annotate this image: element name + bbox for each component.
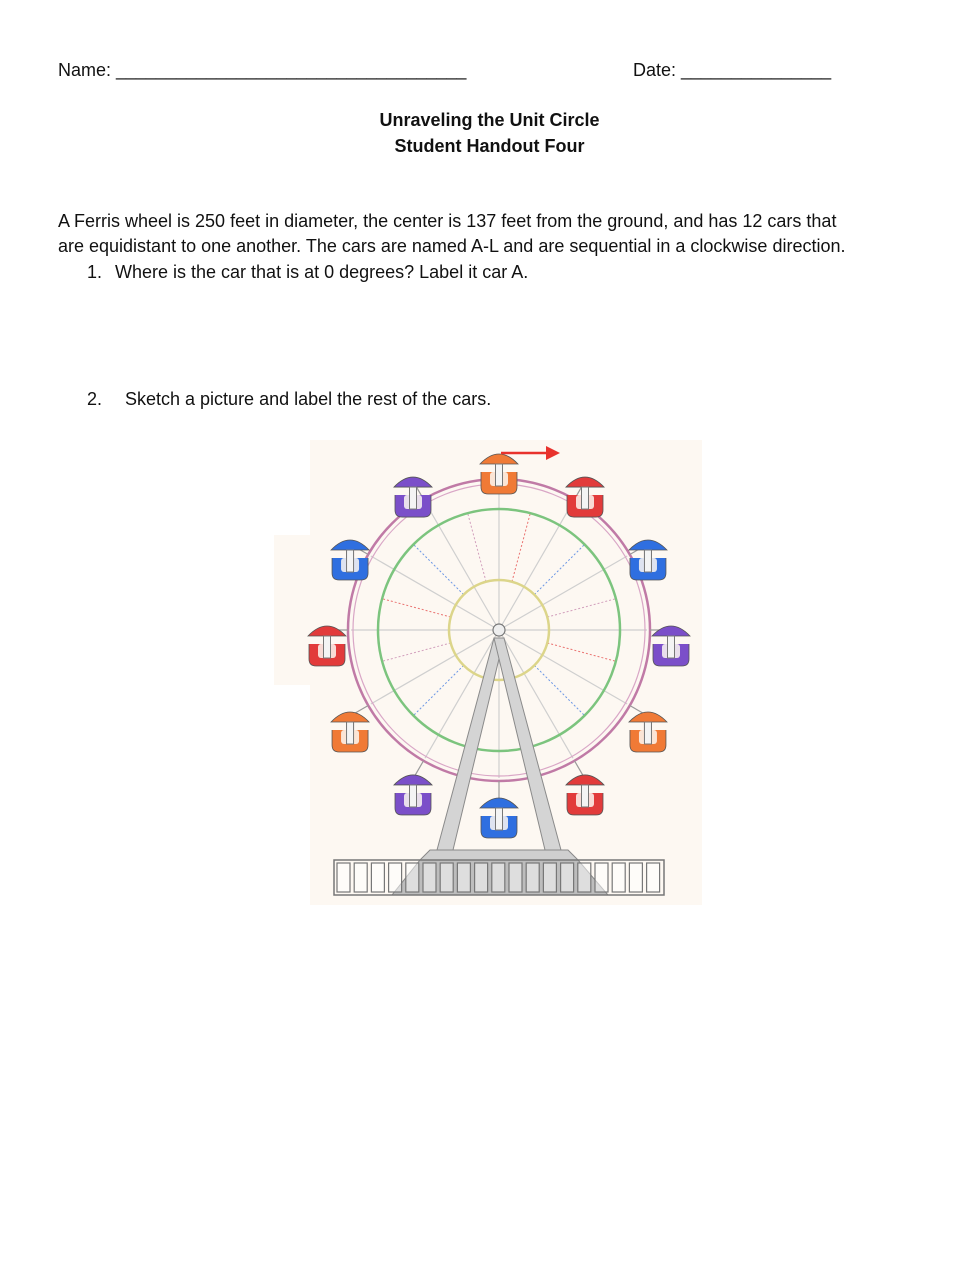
fence-post	[457, 863, 470, 892]
hub-axle	[493, 624, 505, 636]
fence-post	[389, 863, 402, 892]
name-field[interactable]: Name: ___________________________________	[58, 60, 467, 80]
question-1-text: Where is the car that is at 0 degrees? Label it car A.	[115, 262, 529, 282]
fence-post	[561, 863, 574, 892]
page-title: Unraveling the Unit Circle	[379, 110, 600, 130]
fence-post	[337, 863, 350, 892]
fence-post	[629, 863, 642, 892]
fence-post	[595, 863, 608, 892]
ferris-car	[480, 454, 518, 494]
date-field[interactable]: Date: _______________	[633, 60, 832, 80]
ferris-car	[331, 540, 369, 580]
ferris-car	[650, 626, 690, 666]
fence	[334, 860, 664, 895]
question-2-number: 2.	[87, 389, 103, 409]
fence-post	[509, 863, 522, 892]
fence-post	[475, 863, 488, 892]
fence-post	[612, 863, 625, 892]
question-1-number: 1.	[87, 262, 103, 282]
question-2	[87, 388, 887, 410]
fence-post	[492, 863, 505, 892]
fence-post	[526, 863, 539, 892]
ferris-car	[308, 626, 348, 666]
fence-post	[406, 863, 419, 892]
platform	[420, 850, 578, 860]
ferris-car	[394, 477, 432, 517]
ferris-wheel-figure	[272, 438, 706, 908]
page-subtitle: Student Handout Four	[394, 136, 585, 156]
question-1	[87, 261, 887, 283]
fence-post	[578, 863, 591, 892]
ferris-car	[629, 540, 667, 580]
fence-post	[647, 863, 660, 892]
figure-background-left	[274, 535, 314, 685]
question-2-text: Sketch a picture and label the rest of the cars.	[125, 389, 492, 409]
problem-statement	[58, 209, 918, 259]
problem-line-2: are equidistant to one another. The cars are named A-L and are sequential in a clockwise direction.	[58, 236, 846, 256]
problem-line-1: A Ferris wheel is 250 feet in diameter, the center is 137 feet from the ground, and has 12 cars that	[58, 211, 837, 231]
fence-post	[440, 863, 453, 892]
fence-post	[371, 863, 384, 892]
fence-post	[354, 863, 367, 892]
fence-post	[543, 863, 556, 892]
fence-post	[423, 863, 436, 892]
ferris-car	[566, 477, 604, 517]
